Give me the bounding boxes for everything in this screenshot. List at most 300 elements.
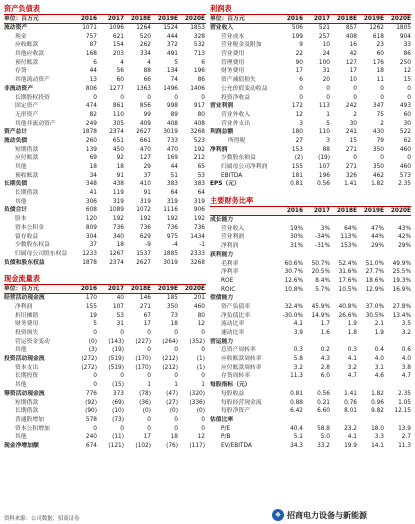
- cell-value: 0: [407, 155, 411, 162]
- cell-value: 86: [197, 77, 205, 84]
- cell-value: 43%: [398, 225, 411, 232]
- cell-value: 6.0: [320, 373, 330, 380]
- cell-value: 975: [166, 233, 178, 240]
- cell-value: 306: [85, 198, 97, 205]
- cell-value: 31%: [290, 243, 303, 250]
- cell-value: 192: [166, 216, 178, 223]
- cell-value: 80: [197, 111, 205, 118]
- cell-value: 1805: [396, 25, 411, 31]
- table-row: [4, 180, 206, 189]
- cell-value: (19): [112, 347, 124, 354]
- row-label: 其他非流动资产: [15, 120, 56, 127]
- cell-value: 40.8%: [338, 303, 357, 310]
- row-label: 净利润: [221, 243, 239, 250]
- cell-value: 1233: [82, 250, 97, 257]
- cell-value: 2.35: [398, 390, 411, 397]
- cell-value: -34%: [315, 234, 330, 241]
- row-label: 财务费用: [15, 321, 39, 328]
- cell-value: 42: [349, 51, 357, 58]
- year-col: 2016: [286, 208, 303, 215]
- cell-value: 861: [112, 103, 124, 110]
- cell-value: (227): [135, 338, 151, 345]
- table-row: [210, 312, 411, 321]
- row-label: 资本公积增加: [15, 425, 50, 432]
- row-label: 留存收益: [15, 233, 39, 240]
- cell-value: 1.7: [320, 321, 330, 328]
- cell-value: 0: [299, 85, 303, 92]
- cell-value: 0: [380, 155, 384, 162]
- cell-value: 12.6%: [284, 277, 303, 284]
- cell-value: 41: [89, 190, 97, 197]
- cell-value: 0: [201, 373, 205, 380]
- row-label: 每股指标（元）: [210, 382, 251, 389]
- cell-value: 52.4%: [338, 260, 357, 267]
- table-row: [4, 41, 206, 50]
- table-row: [4, 442, 206, 451]
- cell-value: 155: [291, 164, 303, 170]
- cell-value: 26.6%: [338, 312, 357, 319]
- cell-value: 18.6%: [365, 277, 384, 284]
- cell-value: 49.9%: [392, 260, 411, 267]
- cell-value: 372: [166, 42, 178, 49]
- cell-value: 18: [170, 321, 178, 328]
- cell-value: (36): [139, 399, 151, 406]
- cell-value: 3.1: [374, 364, 384, 371]
- cell-value: 9.82: [371, 408, 384, 415]
- cell-value: 383: [166, 181, 178, 188]
- cell-value: 37.0%: [365, 303, 384, 310]
- cell-value: 240: [85, 434, 97, 441]
- cell-value: 5.1: [293, 434, 303, 441]
- cell-value: 0: [93, 330, 97, 336]
- cell-value: 196: [193, 68, 205, 75]
- cell-value: 3.2: [293, 364, 303, 371]
- cell-value: 87: [89, 42, 97, 49]
- row-label: EPS（元）: [210, 181, 240, 188]
- cell-value: 0: [147, 425, 151, 432]
- cell-value: 154: [112, 42, 124, 49]
- table-row: [210, 407, 411, 416]
- cell-value: 18: [116, 242, 124, 249]
- table-row: [4, 137, 206, 146]
- row-label: 营运能力: [210, 338, 234, 345]
- table-row: [210, 303, 411, 312]
- cell-value: 56: [116, 68, 124, 75]
- year-col: 2018E: [130, 16, 151, 22]
- row-label: 营业税金及附加: [221, 42, 262, 49]
- cell-value: 2333: [190, 250, 205, 257]
- table-row: [210, 120, 411, 129]
- source-note: 资料来源：公司数据，招商证券: [4, 516, 80, 522]
- cell-value: 89: [170, 111, 178, 118]
- cell-value: 0: [174, 330, 178, 336]
- row-label: 每股收益: [221, 390, 245, 397]
- cell-value: 621: [112, 33, 124, 40]
- table-row: [4, 425, 206, 434]
- table-row: [210, 41, 411, 50]
- cell-value: 79: [376, 137, 384, 144]
- table-row: [4, 146, 206, 155]
- cell-value: 80: [197, 312, 205, 319]
- cell-value: 60: [116, 77, 124, 84]
- brand-logo-icon: ❖: [272, 509, 284, 521]
- cell-value: 350: [166, 303, 178, 310]
- cell-value: 1: [326, 111, 330, 118]
- cell-value: 408: [193, 120, 205, 127]
- table-row: [4, 355, 206, 364]
- table-row: [4, 364, 206, 373]
- table-row: [4, 128, 206, 137]
- ratios-header: [210, 206, 411, 216]
- cell-value: 5.0: [320, 434, 330, 441]
- cell-value: 10: [322, 42, 330, 49]
- cell-value: 12.9%: [365, 286, 384, 293]
- row-label: 成长能力: [210, 217, 234, 224]
- cell-value: 1878: [82, 259, 97, 266]
- cell-value: -30.0%: [282, 312, 303, 319]
- cell-value: 196: [318, 172, 330, 179]
- table-row: [4, 50, 206, 59]
- row-label: 流动比率: [221, 321, 245, 328]
- cell-value: 1264: [136, 25, 151, 31]
- cell-value: 522: [399, 129, 411, 136]
- cashflow-title: 现金流量表: [4, 274, 40, 284]
- cell-value: 1: [201, 382, 205, 389]
- cell-value: 60: [403, 111, 411, 118]
- cell-value: 60.6%: [284, 260, 303, 267]
- cell-value: 373: [112, 390, 124, 397]
- cell-value: 0: [147, 373, 151, 380]
- cell-value: 13: [89, 77, 97, 84]
- cell-value: 713: [193, 51, 205, 58]
- cell-value: 1.41: [344, 390, 357, 397]
- cell-value: (519): [108, 364, 124, 371]
- cell-value: 6: [299, 77, 303, 84]
- table-row: [4, 224, 206, 233]
- cell-value: 4.1: [347, 356, 357, 363]
- cell-value: 0: [120, 94, 124, 101]
- row-label: 营业外收入: [221, 111, 250, 118]
- cell-value: 0.3: [293, 347, 303, 354]
- cell-value: (2): [294, 155, 303, 162]
- cell-value: 1: [147, 382, 151, 389]
- row-label: 净利润: [15, 303, 33, 310]
- cell-value: 146: [139, 295, 151, 302]
- cell-value: 30: [349, 120, 357, 127]
- cell-value: 25.5%: [392, 269, 411, 276]
- cell-value: 806: [85, 85, 97, 92]
- cell-value: 1524: [163, 25, 178, 31]
- cell-value: 18: [116, 164, 124, 170]
- cell-value: 241: [345, 129, 357, 136]
- cell-value: 460: [399, 146, 411, 153]
- cell-value: 408: [166, 120, 178, 127]
- cell-value: 532: [193, 42, 205, 49]
- year-col: 2020E: [390, 208, 411, 215]
- cell-value: 3.2: [347, 364, 357, 371]
- cell-value: (212): [162, 364, 178, 371]
- table-row: [4, 206, 206, 215]
- income-statement-table: [210, 24, 411, 189]
- cell-value: 192: [112, 216, 124, 223]
- cell-value: 19.3%: [392, 277, 411, 284]
- row-label: 管理费用: [221, 59, 245, 66]
- row-label: 其他流动资产: [15, 77, 50, 84]
- cell-value: 91: [143, 190, 151, 197]
- cell-value: 0.81: [290, 181, 303, 188]
- cell-value: 127: [139, 155, 151, 162]
- row-label: 其他: [15, 164, 27, 170]
- cell-value: 4.7: [401, 373, 411, 380]
- cell-value: 2.1: [374, 321, 384, 328]
- cell-value: 19.9: [344, 442, 357, 449]
- year-col: 2018E: [336, 208, 357, 215]
- row-label: 营业外支出: [221, 120, 250, 127]
- row-label: 其他: [15, 434, 27, 441]
- row-label: 营业费用: [221, 51, 245, 58]
- row-label: 无形资产: [15, 111, 39, 118]
- cell-value: 257: [318, 33, 330, 40]
- table-row: [210, 163, 411, 172]
- cell-value: 4.3: [320, 356, 330, 363]
- cell-value: 3019: [163, 259, 178, 266]
- cell-value: 31: [116, 321, 124, 328]
- row-label: 营业利润: [221, 234, 245, 241]
- cell-value: 3.9: [293, 330, 303, 336]
- cell-value: 350: [372, 164, 384, 170]
- cell-value: 44: [170, 164, 178, 170]
- table-row: [210, 137, 411, 146]
- table-row: [4, 85, 206, 94]
- cell-value: 1878: [82, 129, 97, 136]
- row-label: 偿债能力: [210, 295, 234, 302]
- row-label: 毛利率: [221, 260, 239, 267]
- cell-value: (320): [189, 390, 205, 397]
- cell-value: 5: [93, 321, 97, 328]
- cell-value: 1.05: [398, 399, 411, 406]
- row-label: 长期负债: [4, 181, 28, 188]
- cell-value: 50.7%: [311, 260, 330, 267]
- row-label: 所得税: [228, 137, 246, 144]
- row-label: P/B: [221, 434, 231, 441]
- cell-value: 629: [139, 233, 151, 240]
- row-label: 资产减值损失: [221, 77, 256, 84]
- row-label: 营业收入: [210, 25, 234, 31]
- cell-value: 450: [112, 146, 124, 153]
- cell-value: 1853: [190, 25, 205, 31]
- cell-value: 11: [376, 77, 384, 84]
- cell-value: 155: [85, 303, 97, 310]
- cell-value: (10): [112, 408, 124, 415]
- cell-value: 319: [193, 198, 205, 205]
- table-row: [210, 233, 411, 242]
- cell-value: 19%: [290, 225, 303, 232]
- cell-value: 11.3: [290, 373, 303, 380]
- table-row: [4, 189, 206, 198]
- cell-value: (76): [166, 442, 178, 449]
- cell-value: 0.2: [320, 347, 330, 354]
- cell-value: 1885: [163, 250, 178, 257]
- cell-value: 201: [193, 295, 205, 302]
- cell-value: 262: [139, 42, 151, 49]
- cell-value: 40: [116, 295, 124, 302]
- table-row: [210, 260, 411, 269]
- cell-value: 113: [318, 103, 330, 110]
- cell-value: 1.9: [347, 321, 357, 328]
- cell-value: 2: [380, 120, 384, 127]
- income-statement-title: 利润表: [210, 4, 232, 13]
- cell-value: 120: [85, 216, 97, 223]
- row-label: 资本公积金: [15, 224, 44, 231]
- row-label: 营业利润: [210, 103, 234, 110]
- cell-value: 776: [85, 390, 97, 397]
- cell-value: 14.1: [371, 442, 384, 449]
- cell-value: 0: [353, 85, 357, 92]
- table-row: [4, 94, 206, 103]
- cell-value: 27.7%: [365, 269, 384, 276]
- row-label: P/E: [221, 425, 231, 432]
- row-label: 折旧摊销: [15, 312, 39, 319]
- cell-value: 0: [380, 85, 384, 92]
- row-label: 投资损失: [15, 330, 39, 336]
- cell-value: 0: [201, 416, 205, 423]
- cell-value: 192: [139, 216, 151, 223]
- cell-value: (117): [189, 442, 205, 449]
- cell-value: 0.76: [344, 399, 357, 406]
- year-col: 2017: [107, 286, 124, 293]
- left-panel: [4, 4, 206, 451]
- cell-value: 60: [376, 51, 384, 58]
- cell-value: 520: [139, 33, 151, 40]
- cell-value: 172: [291, 103, 303, 110]
- cell-value: 0: [353, 155, 357, 162]
- cell-value: (519): [108, 356, 124, 363]
- row-label: 流动负债: [4, 137, 28, 144]
- cell-value: 11.3: [398, 442, 411, 449]
- row-label: 资产负债率: [221, 303, 250, 310]
- table-row: [4, 154, 206, 163]
- cell-value: (3): [88, 347, 97, 354]
- cell-value: 168: [85, 51, 97, 58]
- cell-value: (102): [135, 442, 151, 449]
- cell-value: 521: [318, 25, 330, 31]
- cell-value: 474: [85, 103, 97, 110]
- cell-value: 1434: [190, 233, 205, 240]
- table-row: [210, 329, 411, 338]
- cell-value: 6.42: [290, 408, 303, 415]
- table-row: [4, 399, 206, 408]
- cell-value: 69: [89, 155, 97, 162]
- table-row: [210, 180, 411, 189]
- cell-value: 75: [376, 111, 384, 118]
- cell-value: 40.4: [290, 425, 303, 432]
- cell-value: 127: [345, 59, 357, 66]
- cell-value: 4: [120, 59, 124, 66]
- cell-value: 0: [93, 425, 97, 432]
- table-row: [210, 128, 411, 137]
- table-row: [210, 286, 411, 295]
- table-row: [210, 390, 411, 399]
- row-label: 短期借款: [15, 146, 39, 153]
- cell-value: 30.5%: [365, 312, 384, 319]
- table-row: [210, 355, 411, 364]
- cell-value: 250: [399, 59, 411, 66]
- cell-value: 249: [85, 120, 97, 127]
- cell-value: 0: [326, 85, 330, 92]
- cell-value: 5: [326, 120, 330, 127]
- table-row: [4, 33, 206, 42]
- year-col: 2019E: [157, 16, 178, 22]
- row-label: 股本: [15, 216, 27, 223]
- cell-value: 30: [403, 120, 411, 127]
- cell-value: 99: [143, 111, 151, 118]
- cell-value: 0.56: [317, 390, 330, 397]
- cell-value: 0.81: [290, 390, 303, 397]
- row-label: 流动资产: [4, 25, 28, 31]
- table-row: [210, 24, 411, 33]
- cell-value: 736: [166, 224, 178, 231]
- cell-value: 12: [197, 434, 205, 441]
- cell-value: 3.8: [401, 364, 411, 371]
- cell-value: 1096: [109, 25, 124, 31]
- row-label: 长期借款: [15, 408, 39, 415]
- cell-value: 0: [201, 347, 205, 354]
- table-row: [210, 59, 411, 68]
- cell-value: 470: [139, 146, 151, 153]
- cell-value: 30.7%: [284, 269, 303, 276]
- cell-value: 17: [295, 68, 303, 75]
- row-label: 净利润: [210, 146, 228, 153]
- table-row: [4, 120, 206, 129]
- table-row: [4, 59, 206, 68]
- cell-value: 18: [376, 68, 384, 75]
- table-row: [4, 233, 206, 242]
- table-row: [210, 146, 411, 155]
- table-row: [4, 407, 206, 416]
- balance-sheet-title: 资产负债表: [4, 4, 40, 13]
- cell-value: (1): [196, 356, 205, 363]
- table-row: [210, 425, 411, 434]
- cell-value: 17: [143, 321, 151, 328]
- cell-value: 82: [89, 111, 97, 118]
- cell-value: 170: [85, 295, 97, 302]
- cell-value: 2: [353, 111, 357, 118]
- cell-value: 271: [139, 303, 151, 310]
- table-row: [4, 329, 206, 338]
- row-label: 其他应收款: [15, 51, 44, 58]
- row-label: 应付账款周转率: [221, 364, 262, 371]
- row-label: 公允价值变动收益: [221, 85, 268, 92]
- row-label: 筹资活动现金流: [4, 390, 45, 397]
- cell-value: 0.96: [371, 399, 384, 406]
- cell-value: 139: [85, 146, 97, 153]
- cell-value: 24: [322, 51, 330, 58]
- cell-value: 3268: [190, 259, 205, 266]
- row-label: 应付账款: [15, 155, 39, 162]
- cell-value: 12: [295, 111, 303, 118]
- cell-value: 8.4%: [315, 277, 330, 284]
- table-row: [4, 294, 206, 303]
- cell-value: 3.5: [401, 321, 411, 328]
- cell-value: 34: [89, 172, 97, 179]
- cell-value: 462: [372, 172, 384, 179]
- row-label: 每股净资产: [221, 408, 250, 415]
- cell-value: 2.7: [401, 434, 411, 441]
- cell-value: (352): [189, 338, 205, 345]
- cell-value: 67: [143, 312, 151, 319]
- cell-value: 904: [399, 33, 411, 40]
- table-row: [4, 259, 206, 268]
